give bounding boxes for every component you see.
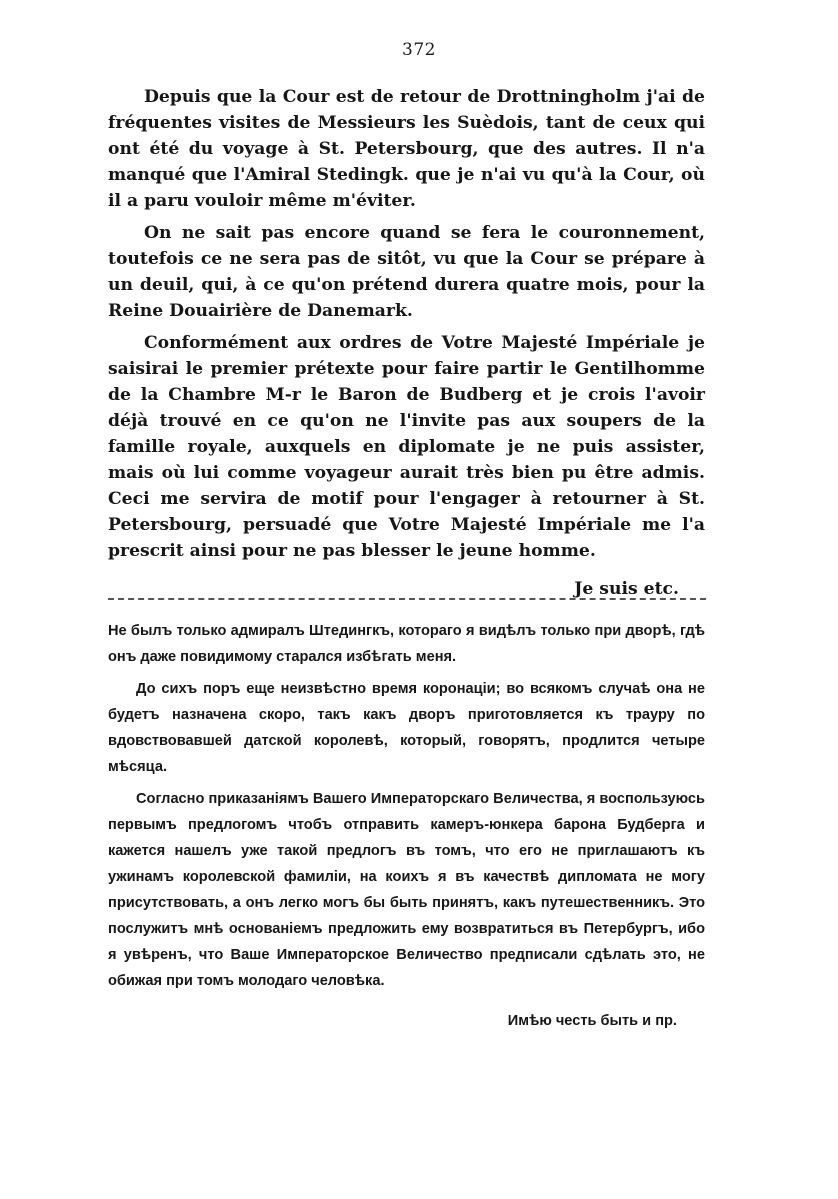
russian-paragraph-2: До сихъ поръ еще неизвѣстно время коронаціи; во всякомъ случаѣ она не будетъ назначена скоро, такъ какъ дворъ приготовляется къ трауру по вдовствовавшей датской королевѣ, который, говорятъ, продлится четыре мѣсяца.: [108, 681, 705, 775]
russian-paragraph-1: Не былъ только адмиралъ Штедингкъ, котораго я видѣлъ только при дворѣ, гдѣ онъ даже повидимому старался избѣгать меня.: [108, 623, 705, 665]
russian-text-block: [108, 618, 705, 1040]
french-paragraph-2: On ne sait pas encore quand se fera le couronnement, toutefois ce ne sera pas de sitôt, vu que la Cour se prépare à un deuil, qui, à ce qu'on prétend durera quatre mois, pour la Reine Douairière de Danemark.: [108, 223, 705, 321]
section-divider: [108, 598, 706, 600]
russian-closing: Имѣю честь быть и пр.: [507, 1013, 677, 1029]
french-text-block: [108, 84, 705, 608]
french-paragraph-1: Depuis que la Cour est de retour de Drottningholm j'ai de fréquentes visites de Messieurs les Suèdois, tant de ceux qui ont été du voyage à St. Petersbourg, que des autres. Il n'a manqué que l'Amiral Stedingk. que je n'ai vu qu'à la Cour, où il a paru vouloir même m'éviter.: [108, 87, 705, 211]
page-number: 372: [402, 40, 436, 60]
french-paragraph-3: Conformément aux ordres de Votre Majesté Impériale je saisirai le premier prétexte pour faire partir le Gentilhomme de la Chambre M-r le Baron de Budberg et je crois l'avoir déjà trouvé en ce qu'on ne l'invite pas aux soupers de la famille royale, auxquels en diplomate je ne puis assister, mais où lui comme voyageur aurait très bien pu être admis. Ceci me servira de motif pour l'engager à retourner à St. Petersbourg, persuadé que Votre Majesté Impériale me l'a prescrit ainsi pour ne pas blesser le jeune homme.: [108, 333, 705, 561]
french-closing: Je suis etc.: [574, 579, 679, 599]
russian-paragraph-3: Согласно приказаніямъ Вашего Императорскаго Величества, я воспользуюсь первымъ предлогомъ чтобъ отправить камеръ-юнкера барона Будберга и кажется нашелъ уже такой предлогъ въ томъ, что его не приглашаютъ къ ужинамъ королевской фамиліи, на коихъ я въ качествѣ дипломата не могу присутствовать, а онъ легко могъ бы быть принятъ, какъ путешественникъ. Это послужитъ мнѣ основаніемъ предложить ему возвратиться въ Петербургъ, ибо я увѣренъ, что Ваше Императорское Величество предписали сдѣлать это, не обижая при томъ молодаго человѣка.: [108, 791, 705, 989]
